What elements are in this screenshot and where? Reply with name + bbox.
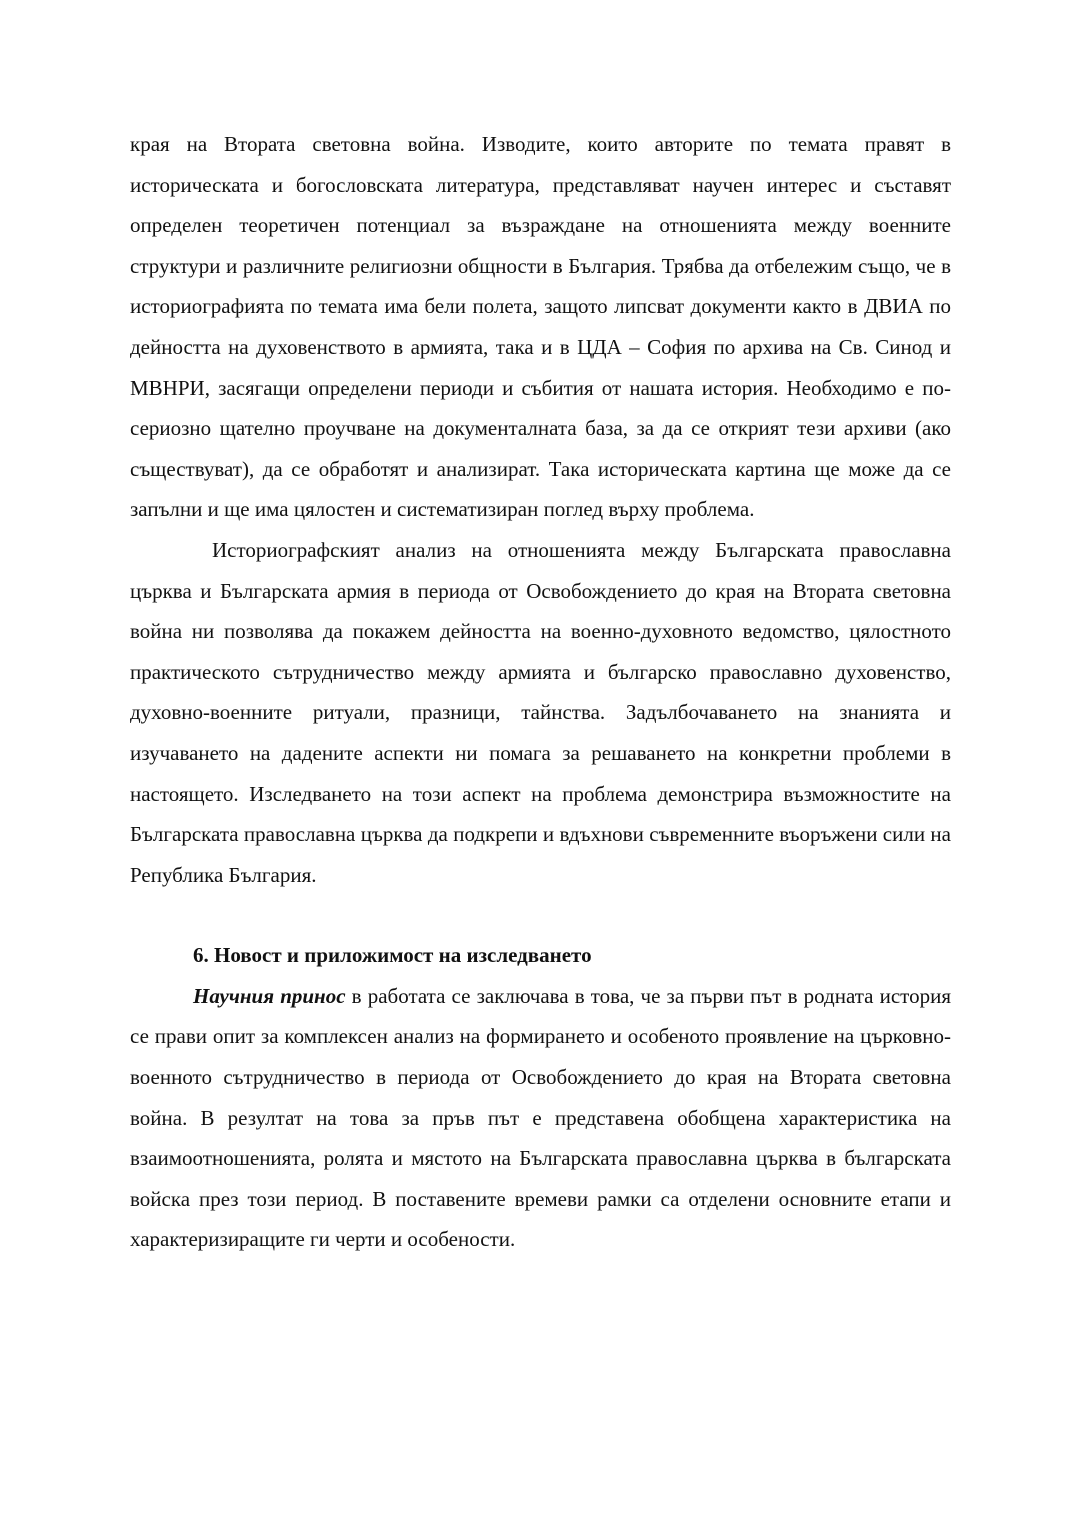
paragraph-historiographic-analysis: Историографският анализ на отношенията между Българската православна църква и Българската армия в периода от Освобождението до края на Втората световна война ни позволява да покажем дейността на военно-духовното ведомство, цялостното практическото сътрудничество между армията и българско православно духовенство, духовно-военните ритуали, празници, тайнства. Задълбочаването на знанията и изучаването на дадените аспекти ни помага за решаването на конкретни проблеми в настоящето. Изследването на този аспект на проблема демонстрира възможностите на Българската православна църква да подкрепи и вдъхнови съвременните въоръжени сили на Република България. [130,537,951,887]
contribution-text: в работата се заключава в това, че за първи път в родната история се прави опит за комплексен анализ на формирането и особеното проявление на църковно-военното сътрудничество в периода от Освобождението до края на Втората световна война. В резултат на това за пръв път е представена обобщена характеристика на взаимоотношенията, ролята и мястото на Българската православна църква в българската войска през този период. В поставените времеви рамки са отделени основните етапи и характеризиращите ги черти и особености. [130,983,951,1252]
paragraph-scientific-contribution [130,976,951,1260]
lead-term: Научния принос [193,983,346,1008]
document-page [130,124,951,1260]
section-heading: 6. Новост и приложимост на изследването [193,943,592,968]
paragraph-historiography-conclusions: края на Втората световна война. Изводите, които авторите по темата правят в историческата и богословската литература, представляват научен интерес и съставят определен теоретичен потенциал за възраждане на отношенията между военните структури и различните религиозни общности в България. Трябва да отбележим също, че в историографията по темата има бели полета, защото липсват документи както в ДВИА по дейността на духовенството в армията, така и в ЦДА – София по архива на Св. Синод и МВНРИ, засягащи определени периоди и събития от нашата история. Необходимо е по-сериозно щателно проучване на документалната база, за да се открият тези архиви (ако съществуват), да се обработят и анализират. Така историческата картина ще може да се запълни и ще има цялостен и систематизиран поглед върху проблема. [130,132,951,522]
